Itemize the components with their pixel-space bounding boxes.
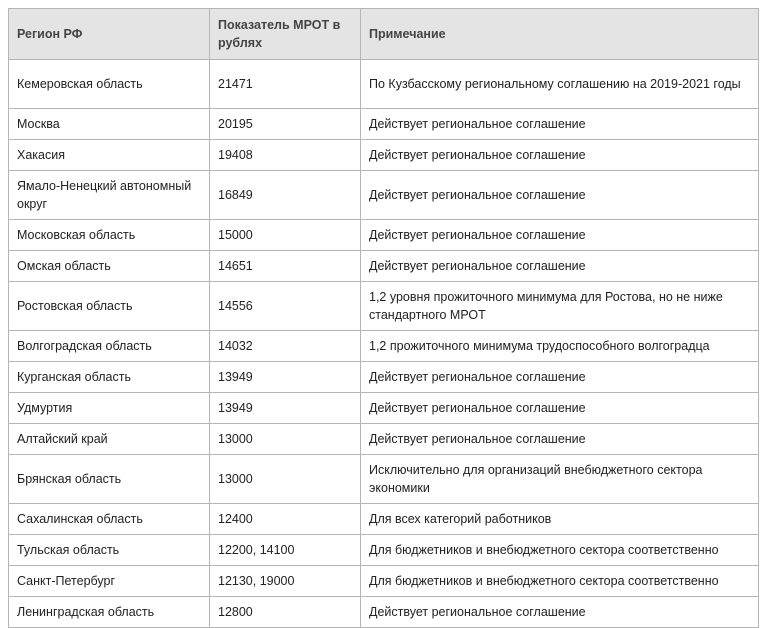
cell-region: Волгоградская область [9,331,210,362]
table-row [9,220,759,251]
cell-value: 12130, 19000 [210,566,361,597]
cell-value: 12800 [210,597,361,628]
cell-value: 21471 [210,60,361,109]
table-row [9,109,759,140]
header-note: Примечание [361,9,759,60]
mrot-table-container [8,8,758,628]
cell-note: Действует региональное соглашение [361,251,759,282]
cell-value: 14032 [210,331,361,362]
cell-value: 20195 [210,109,361,140]
table-row [9,282,759,331]
cell-note: По Кузбасскому региональному соглашению на 2019-2021 годы [361,60,759,109]
cell-region: Тульская область [9,535,210,566]
cell-value: 15000 [210,220,361,251]
cell-region: Москва [9,109,210,140]
table-row [9,597,759,628]
cell-region: Сахалинская область [9,504,210,535]
table-row [9,424,759,455]
header-mrot-value: Показатель МРОТ в рублях [210,9,361,60]
cell-region: Ямало-Ненецкий автономный округ [9,171,210,220]
cell-region: Ленинградская область [9,597,210,628]
cell-region: Курганская область [9,362,210,393]
cell-value: 16849 [210,171,361,220]
cell-region: Алтайский край [9,424,210,455]
cell-region: Ростовская область [9,282,210,331]
cell-note: 1,2 уровня прожиточного минимума для Ростова, но не ниже стандартного МРОТ [361,282,759,331]
cell-value: 12400 [210,504,361,535]
table-row [9,171,759,220]
table-row [9,455,759,504]
cell-note: 1,2 прожиточного минимума трудоспособного волгоградца [361,331,759,362]
cell-region: Московская область [9,220,210,251]
cell-value: 12200, 14100 [210,535,361,566]
header-region: Регион РФ [9,9,210,60]
cell-value: 14556 [210,282,361,331]
cell-value: 13949 [210,393,361,424]
cell-region: Удмуртия [9,393,210,424]
cell-note: Для бюджетников и внебюджетного сектора соответственно [361,566,759,597]
mrot-table [8,8,759,628]
cell-note: Исключительно для организаций внебюджетного сектора экономики [361,455,759,504]
cell-note: Действует региональное соглашение [361,109,759,140]
cell-note: Действует региональное соглашение [361,362,759,393]
cell-note: Действует региональное соглашение [361,140,759,171]
cell-note: Действует региональное соглашение [361,597,759,628]
cell-note: Действует региональное соглашение [361,393,759,424]
cell-region: Кемеровская область [9,60,210,109]
table-header-row [9,9,759,60]
cell-region: Омская область [9,251,210,282]
table-row [9,393,759,424]
table-row [9,362,759,393]
cell-note: Действует региональное соглашение [361,220,759,251]
cell-value: 13000 [210,424,361,455]
cell-note: Для бюджетников и внебюджетного сектора соответственно [361,535,759,566]
cell-value: 13949 [210,362,361,393]
table-row [9,60,759,109]
cell-region: Хакасия [9,140,210,171]
cell-note: Для всех категорий работников [361,504,759,535]
table-row [9,504,759,535]
table-row [9,535,759,566]
cell-note: Действует региональное соглашение [361,171,759,220]
cell-region: Санкт-Петербург [9,566,210,597]
cell-value: 13000 [210,455,361,504]
cell-note: Действует региональное соглашение [361,424,759,455]
cell-value: 19408 [210,140,361,171]
cell-value: 14651 [210,251,361,282]
table-row [9,140,759,171]
table-row [9,566,759,597]
table-row [9,331,759,362]
cell-region: Брянская область [9,455,210,504]
table-row [9,251,759,282]
